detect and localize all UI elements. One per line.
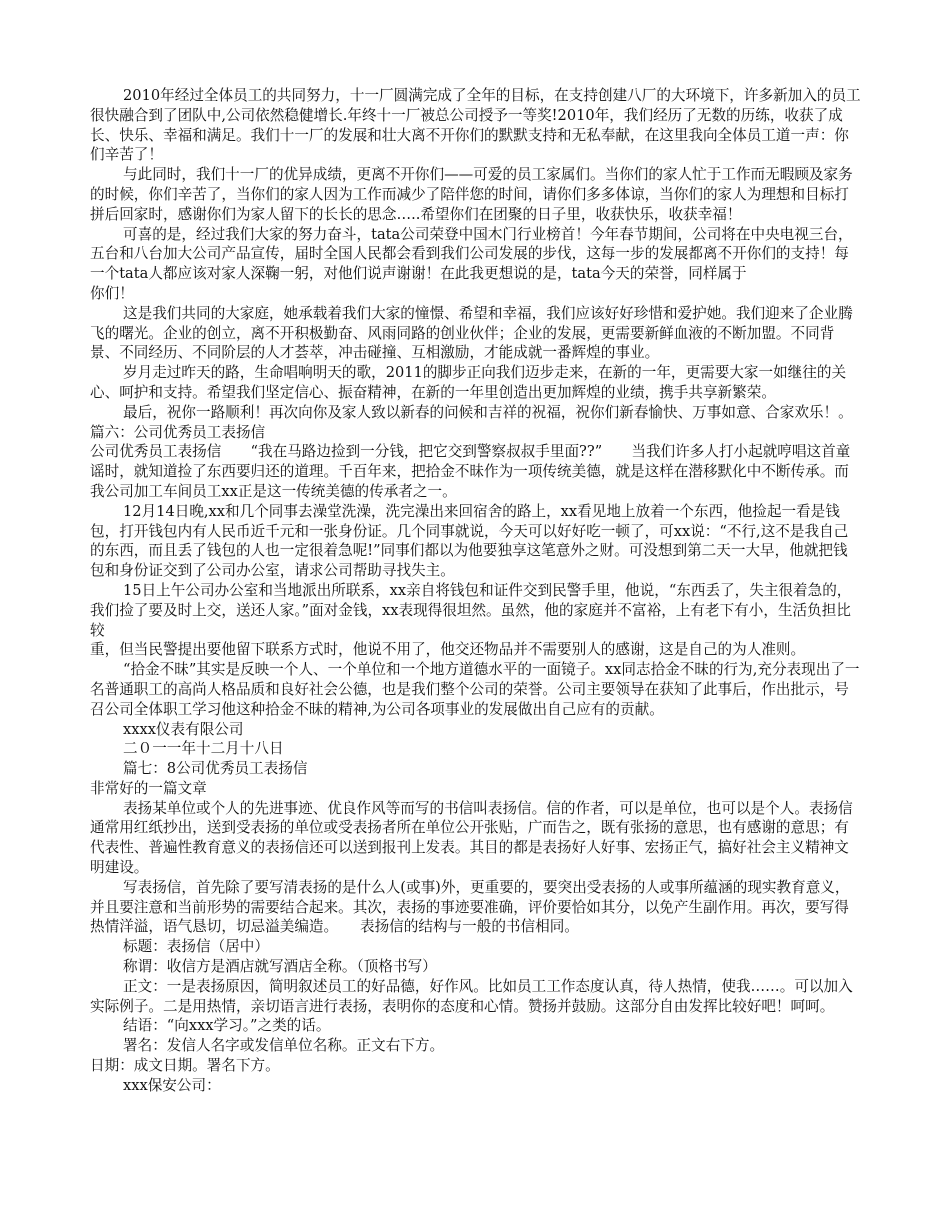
- paragraph-new-year-wishes: 最后，祝你一路顺利！再次向你及家人致以新春的问候和吉祥的祝福，祝你们新春愉快、万事如意、合家欢乐！。: [123, 403, 853, 421]
- sample-letter-start: xxx保安公司：: [123, 1076, 221, 1094]
- section-heading-6: 篇六：公司优秀员工表扬信: [90, 423, 266, 441]
- paragraph-2010-summary: 2010年经过全体员工的共同努力，十一厂圆满完成了全年的目标，在支持创建八厂的大环境下，许多新加入的员工很快融合到了团队中,公司依然稳健增长.年终十一厂被总公司授予一等奖!2010年，我们经历了无数的历练，收获了成长、快乐、幸福和满足。我们十一厂的发展和壮大离不开你们的默默支持和无私奉献，在这里我向全体员工道一声：你们辛苦了！: [90, 87, 861, 164]
- paragraph-writing-tips: 写表扬信，首先除了要写清表扬的是什么人(或事)外，更重要的，要突出受表扬的人或事所蕴涵的现实教育意义，并且要注意和当前形势的需要结合起来。其次，表扬的事迹要准确，评价要恰如其分，以免产生副作用。再次，要写得热情洋溢，语气恳切，切忌溢美编造。 表扬信的结构与一般的书信相同。: [90, 878, 850, 936]
- paragraph-letter-intro: 公司优秀员工表扬信 “我在马路边捡到一分钱，把它交到警察叔叔手里面??” 当我们许多人打小起就哼唱这首童谣时，就知道捡了东西要归还的道理。千百年来，把拾金不昧作为一项传统美德，就是这样在潜移默化中不断传承。而我公司加工车间员工xx正是这一传统美德的传承者之一。: [90, 443, 851, 500]
- section-heading-7: 篇七：8公司优秀员工表扬信: [123, 760, 308, 778]
- item-closing: 结语：“向xxx学习。”之类的话。: [123, 1017, 331, 1035]
- paragraph-family-thanks: 与此同时，我们十一厂的优异成绩，更离不开你们——可爱的员工家属们。当你们的家人忙于工作而无暇顾及家务的时候，你们辛苦了，当你们的家人因为工作而减少了陪伴您的时间，请你们多多体谅，当你们的家人为理想和目标打拼后回家时，感谢你们为家人留下的长长的思念…..希望你们在团聚的日子里，收获快乐，收获幸福！: [90, 166, 853, 223]
- paragraph-definition: 表扬某单位或个人的先进事迹、优良作风等而写的书信叫表扬信。信的作者，可以是单位，也可以是个人。表扬信通常用红纸抄出，送到受表扬的单位或受表扬者所在单位公开张贴，广而告之，既有张扬的意思，也有感谢的意思；有代表性、普遍性教育意义的表扬信还可以送到报刊上发表。其目的都是表扬好人好事、宏扬正气，搞好社会主义精神文明建设。: [90, 799, 853, 877]
- paragraph-returned-continuation: 重，但当民警提出要他留下联系方式时，他说不用了，他交还物品并不需要别人的感谢，这是自己的为人准则。: [90, 641, 806, 659]
- paragraph-honesty-praise: “拾金不昧”其实是反映一个人、一个单位和一个地方道德水平的一面镜子。xx同志拾金不昧的行为,充分表现出了一名普通职工的高尚人格品质和良好社会公德，也是我们整个公司的荣誉。公司主要领导在获知了此事后，作出批示，号召公司全体职工学习他这种拾金不昧的精神,为公司各项事业的发展做出自己应有的贡献。: [90, 661, 860, 718]
- signature-date: 二０一一年十二月十八日: [123, 740, 284, 758]
- item-body: 正文：一是表扬原因，简明叙述员工的好品德，好作风。比如员工工作态度认真，待人热情，使我……。可以加入实际例子。二是用热情，亲切语言进行表扬，表明你的态度和心情。赞扬并鼓励。这部分自由发挥比较好吧！呵呵。: [90, 977, 853, 1015]
- paragraph-wallet-found: 12月14日晚,xx和几个同事去澡堂洗澡，洗完澡出来回宿舍的路上，xx看见地上放着一个东西，他捡起一看是钱包，打开钱包内有人民币近千元和一张身份证。几个同事就说，今天可以好好吃一顿了，可xx说：“不行,这不是我自己的东西，而且丢了钱包的人也一定很着急呢!”同事们都以为他要独享这笔意外之财。可没想到第二天一大早，他就把钱包和身份证交到了公司办公室，请求公司帮助寻找失主。: [90, 502, 849, 580]
- item-date: 日期：成文日期。署名下方。: [90, 1057, 280, 1075]
- paragraph-company-honor: 可喜的是，经过我们大家的努力奋斗，tata公司荣登中国木门行业榜首！今年春节期间，公司将在中央电视三台，五台和八台加大公司产品宣传，届时全国人民都会看到我们公司发展的步伐，这每一步的发展都离不开你们的支持！每一个tata人都应该对家人深鞠一躬，对他们说声谢谢！在此我更想说的是，tata今天的荣誉，同样属于: [90, 225, 853, 283]
- signature-company: xxxx仪表有限公司: [123, 720, 244, 738]
- document-page: [90, 86, 862, 1096]
- item-salutation: 称谓：收信方是酒店就写酒店全称。（顶格书写）: [123, 958, 437, 976]
- article-note: 非常好的一篇文章: [90, 779, 207, 797]
- item-signature: 署名：发信人名字或发信单位名称。正文右下方。: [123, 1037, 445, 1055]
- paragraph-big-family: 这是我们共同的大家庭，她承载着我们大家的憧憬、希望和幸福，我们应该好好珍惜和爱护她。我们迎来了企业腾飞的曙光。企业的创立，离不开积极勤奋、风雨同路的创业伙伴；企业的发展，更需要新鲜血液的不断加盟。不同背景、不同经历、不同阶层的人才荟萃，冲击碰撞、互相激励，才能成就一番辉煌的事业。: [90, 304, 853, 362]
- paragraph-honor-continuation: 你们！: [90, 284, 134, 302]
- item-title: 标题：表扬信（居中）: [123, 938, 269, 956]
- paragraph-2011-outlook: 岁月走过昨天的路，生命唱响明天的歌，2011的脚步正向我们迈步走来，在新的一年，更需要大家一如继往的关心、呵护和支持。希望我们坚定信心、振奋精神，在新的一年里创造出更加辉煌的业绩，携手共享新繁荣。: [90, 364, 847, 401]
- paragraph-returned-to-police: 15日上午公司办公室和当地派出所联系，xx亲自将钱包和证件交到民警手里，他说，“东西丢了，失主很着急的，我们捡了要及时上交，送还人家。”面对金钱，xx表现得很坦然。虽然，他的家庭并不富裕，上有老下有小，生活负担比较: [90, 581, 852, 639]
